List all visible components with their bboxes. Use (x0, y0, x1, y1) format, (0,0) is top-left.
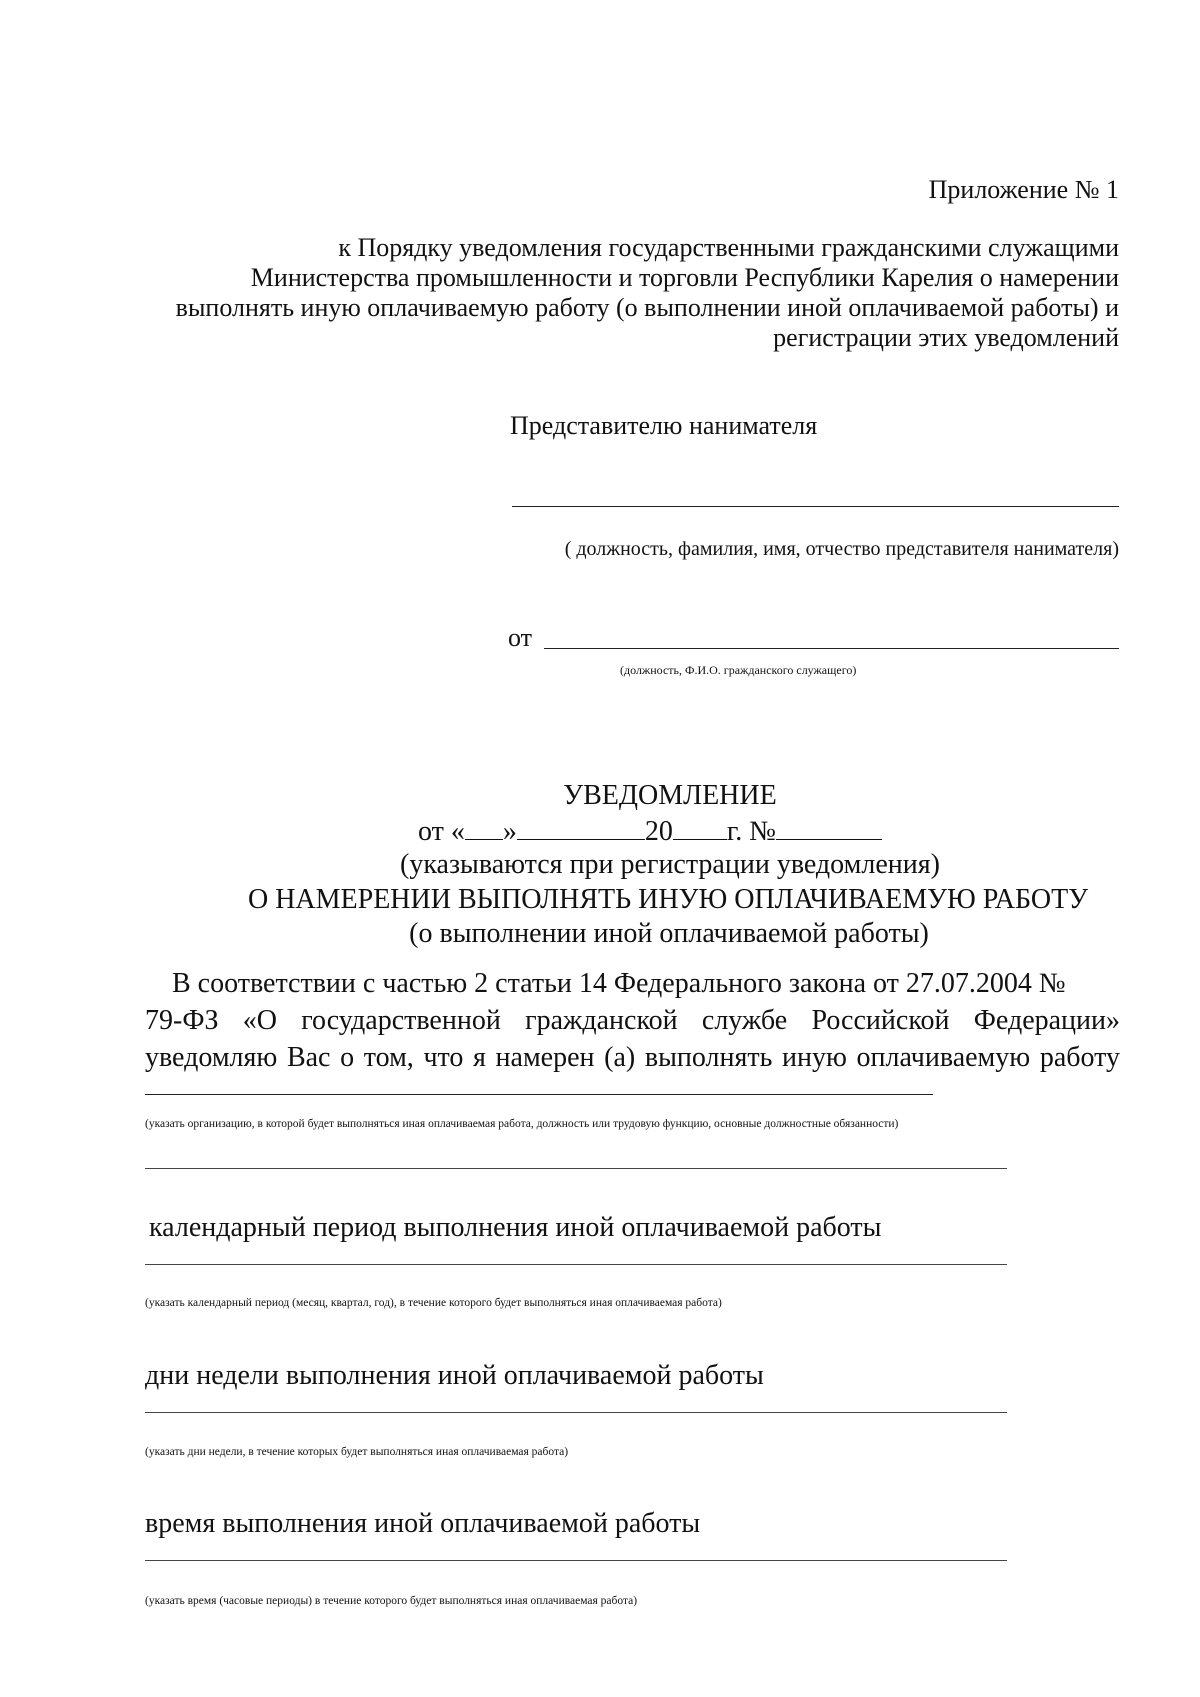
weekdays-caption: (указать дни недели, в течение которых будет выполняться иная оплачиваемая работа) (145, 1446, 569, 1458)
addressee-label: Представителю нанимателя (510, 411, 818, 440)
from-line (544, 648, 1119, 649)
order-line-2: Министерства промышленности и торговли Республики Карелия о намерении (250, 263, 1119, 292)
notice-subject-sub: (о выполнении иной оплачиваемой работы) (409, 918, 929, 949)
date-mid: » (502, 816, 517, 847)
body-line-1: В соответствии с частью 2 статьи 14 Федерального закона от 27.07.2004 № (172, 968, 1066, 999)
calendar-period-line (145, 1264, 1007, 1265)
body-line-2: 79-ФЗ «О государственной гражданской службе Российской Федерации» (145, 1005, 1120, 1036)
addressee-line (512, 506, 1119, 507)
appendix-number: Приложение № 1 (928, 175, 1119, 204)
body-line-3: уведомляю Вас о том, что я намерен (а) выполнять иную оплачиваемую работу (145, 1042, 1120, 1073)
from-label: от (508, 623, 533, 652)
work-caption: (указать организацию, в которой будет выполняться иная оплачиваемая работа, должность или трудовую функцию, основные должностные обязанности) (145, 1118, 899, 1130)
date-day-field[interactable] (465, 813, 503, 840)
order-line-4: регистрации этих уведомлений (773, 323, 1119, 352)
work-line-2 (145, 1168, 1007, 1169)
time-caption: (указать время (часовые периоды) в течение которого будет выполняться иная оплачиваемая работа) (145, 1595, 638, 1607)
year-prefix: 20 (644, 816, 673, 847)
date-prefix: от « (418, 816, 465, 847)
order-line-1: к Порядку уведомления государственными гражданскими служащими (338, 233, 1119, 262)
calendar-period-label: календарный период выполнения иной оплачиваемой работы (149, 1212, 882, 1243)
weekdays-line (145, 1412, 1007, 1413)
addressee-caption: ( должность, фамилия, имя, отчество представителя нанимателя) (564, 538, 1119, 560)
registration-note: (указываются при регистрации уведомления) (400, 849, 940, 880)
year-suffix: г. № (726, 816, 776, 847)
calendar-period-caption: (указать календарный период (месяц, квартал, год), в течение которого будет выполняться иная оплачиваемая работа) (145, 1297, 722, 1309)
date-year-field[interactable] (673, 813, 727, 840)
from-caption: (должность, Ф.И.О. гражданского служащего) (620, 663, 857, 677)
work-line (145, 1094, 933, 1095)
weekdays-label: дни недели выполнения иной оплачиваемой работы (145, 1360, 764, 1391)
time-label: время выполнения иной оплачиваемой работы (145, 1508, 701, 1539)
notice-subject: О НАМЕРЕНИИ ВЫПОЛНЯТЬ ИНУЮ ОПЛАЧИВАЕМУЮ РАБОТУ (247, 884, 1089, 915)
order-line-3: выполнять иную оплачиваемую работу (о выполнении иной оплачиваемой работы) и (175, 293, 1119, 322)
notice-date-row (418, 813, 882, 849)
reg-number-field[interactable] (776, 813, 882, 840)
date-month-field[interactable] (517, 813, 645, 840)
notice-title: УВЕДОМЛЕНИЕ (563, 780, 777, 811)
time-line (145, 1560, 1007, 1561)
